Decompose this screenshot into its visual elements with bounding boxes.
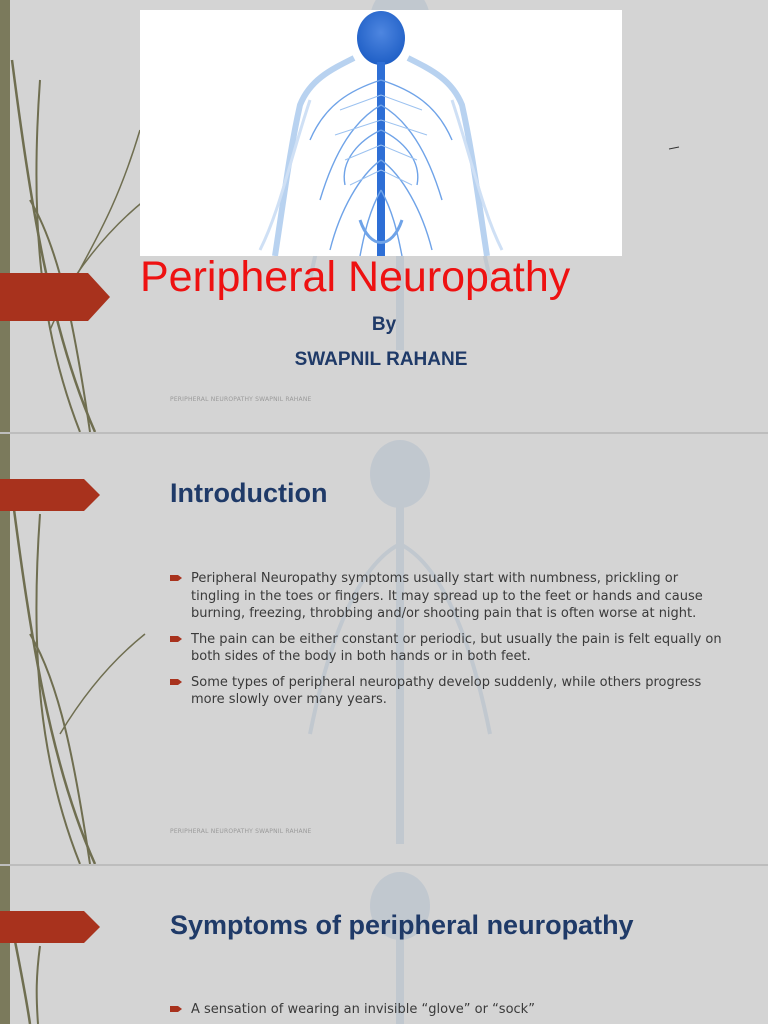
section-heading: Introduction bbox=[170, 478, 328, 508]
arrow-bullet-icon bbox=[170, 677, 182, 687]
vine-decoration bbox=[0, 866, 150, 1024]
arrow-bullet-icon bbox=[170, 634, 182, 644]
list-item: A sensation of wearing an invisible “glove” or “sock” bbox=[170, 1001, 730, 1019]
slide-title-text: Peripheral Neuropathy bbox=[140, 253, 571, 301]
hero-image bbox=[140, 10, 622, 256]
slide-arrow-marker bbox=[0, 911, 100, 943]
byline-label: By bbox=[371, 314, 397, 335]
slide-introduction bbox=[0, 434, 768, 864]
slide-arrow-marker bbox=[0, 479, 100, 511]
slide-title bbox=[0, 0, 768, 432]
arrow-bullet-icon bbox=[170, 573, 182, 583]
list-item: The pain can be either constant or periodic, but usually the pain is felt equally on both sides of the body in both hands or in both feet. bbox=[170, 631, 730, 666]
list-item: Some types of peripheral neuropathy develop suddenly, while others progress more slowly over many years. bbox=[170, 674, 730, 709]
decorative-dash bbox=[668, 146, 680, 150]
nervous-system-icon bbox=[140, 10, 622, 256]
bullet-list bbox=[170, 1001, 730, 1024]
list-item: Peripheral Neuropathy symptoms usually start with numbness, prickling or tingling in the toes or fingers. It may spread up to the feet or hands and cause burning, freezing, throbbing and/or shooting pain that is often worse at night. bbox=[170, 570, 730, 623]
slide-footer: PERIPHERAL NEUROPATHY SWAPNIL RAHANE bbox=[170, 828, 312, 835]
slide-symptoms bbox=[0, 866, 768, 1024]
slide-footer: PERIPHERAL NEUROPATHY SWAPNIL RAHANE bbox=[170, 396, 312, 403]
bullet-list bbox=[170, 570, 730, 717]
section-heading: Symptoms of peripheral neuropathy bbox=[170, 910, 634, 940]
arrow-bullet-icon bbox=[170, 1004, 182, 1014]
author-name: SWAPNIL RAHANE bbox=[294, 349, 468, 370]
